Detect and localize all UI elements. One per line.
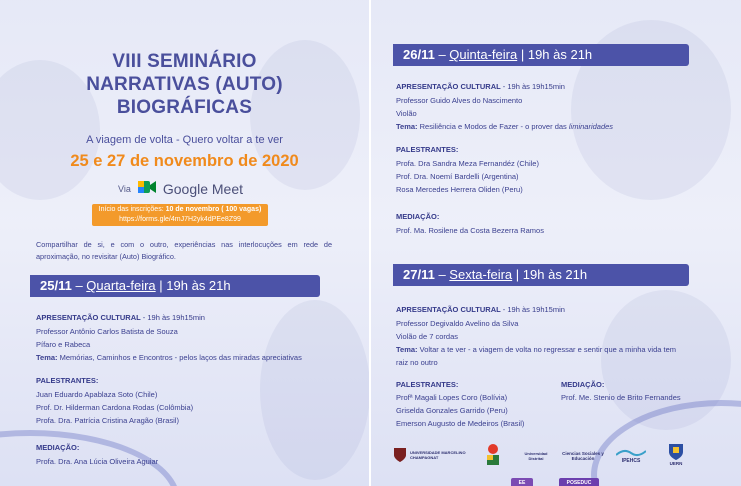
- day2-cultural-time: - 19h às 19h15min: [500, 82, 565, 91]
- day2-speaker: Prof. Dra. Noemí Bardelli (Argentina): [396, 172, 519, 181]
- via-label: Via: [118, 184, 131, 194]
- logo-ee: [511, 478, 533, 486]
- day3-theme-text: Voltar a te ver - a viagem de volta no regressar e sentir que a minha vida tem: [417, 345, 677, 354]
- event-title-line3: BIOGRÁFICAS: [116, 97, 253, 118]
- registration-link[interactable]: https://forms.gle/4mJ7H2yk4dPEe8Z99: [119, 216, 241, 223]
- logo-udistrital-text: Universidad Distrital: [524, 451, 548, 461]
- logo-umc: [393, 444, 473, 466]
- day1-speaker: Profa. Dra. Patrícia Cristina Aragão (Brasil): [36, 416, 179, 425]
- day3-speaker: Emerson Augusto de Medeiros (Brasil): [396, 419, 525, 428]
- day3-mediation-heading: MEDIAÇÃO:: [561, 380, 605, 389]
- day1-theme-label: Tema:: [36, 353, 58, 362]
- crest-icon: [668, 443, 684, 461]
- day1-date: 25/11: [40, 278, 72, 293]
- day2-theme-italic: liminaridades: [568, 122, 614, 131]
- right-panel: [371, 0, 741, 486]
- registration-box: [92, 204, 268, 226]
- day3-date: 27/11: [403, 267, 435, 282]
- logo-uern-text: UERN: [669, 461, 683, 466]
- day1-cultural-time: - 19h às 19h15min: [140, 313, 205, 322]
- day1-time: | 19h às 21h: [159, 278, 231, 293]
- day3-cultural-heading: [396, 305, 565, 314]
- day2-header: 26/11 – Quinta-feira | 19h às 21h: [393, 44, 689, 66]
- day3-cultural-label: APRESENTAÇÃO CULTURAL: [396, 305, 501, 314]
- day3-weekday: Sexta-feira: [449, 267, 513, 282]
- google-meet-icon: [137, 178, 157, 201]
- event-dates: 25 e 27 de novembro de 2020: [70, 152, 299, 170]
- logo-umc-text: UNIVERSIDADE MARCELINO CHAMPAGNAT: [410, 450, 466, 460]
- logo-udistrital: [521, 447, 551, 465]
- day2-performer: Professor Guido Alves do Nascimento: [396, 96, 523, 105]
- wave-icon: [616, 448, 646, 458]
- day1-performer: Professor Antônio Carlos Batista de Souza: [36, 327, 178, 336]
- logo-poseduc-text: POSEDUC: [566, 480, 592, 486]
- day1-instrument: Pífaro e Rabeca: [36, 340, 91, 349]
- day2-mediation-heading: MEDIAÇÃO:: [396, 212, 440, 221]
- logo-ciencias-text: Ciencias Sociales y Educación: [562, 451, 604, 461]
- day1-theme: [36, 353, 302, 362]
- day2-speaker: Profa. Dra Sandra Meza Fernandéz (Chile): [396, 159, 539, 168]
- day2-theme: [396, 122, 613, 131]
- day2-theme-text: Resiliência e Modos de Fazer - o prover das: [417, 122, 569, 131]
- shield-icon: [393, 447, 407, 463]
- day3-speaker: Profª Magali Lopes Coro (Bolívia): [396, 393, 508, 402]
- registration-prefix: Início das inscrições:: [98, 206, 166, 213]
- day1-header: 25/11 – Quarta-feira | 19h às 21h: [30, 275, 320, 297]
- day2-speakers-heading: PALESTRANTES:: [396, 145, 459, 154]
- day2-cultural-label: APRESENTAÇÃO CULTURAL: [396, 82, 501, 91]
- day1-speakers-heading: PALESTRANTES:: [36, 376, 99, 385]
- event-subtitle: A viagem de volta - Quero voltar a te ver: [86, 134, 283, 146]
- day3-cultural-time: - 19h às 19h15min: [500, 305, 565, 314]
- event-title-line1: VIII SEMINÁRIO: [112, 51, 257, 72]
- day2-theme-label: Tema:: [396, 122, 418, 131]
- logo-ee-text: EE: [518, 480, 526, 486]
- day3-performer: Professor Degivaldo Avelino da Silva: [396, 319, 519, 328]
- logo-uern: [661, 440, 691, 470]
- day3-instrument: Violão de 7 cordas: [396, 332, 458, 341]
- day3-mediator: Prof. Me. Stenio de Brito Fernandes: [561, 393, 681, 402]
- logo-ipehcs: [611, 444, 651, 468]
- emblem-icon: [484, 443, 502, 467]
- logo-poseduc: [559, 478, 599, 486]
- platform-row: [118, 179, 243, 199]
- day2-instrument: Violão: [396, 109, 417, 118]
- day3-theme: [396, 345, 676, 354]
- logo-ciencias: [561, 447, 605, 465]
- logo-emblem: [483, 442, 503, 468]
- day2-cultural-heading: [396, 82, 565, 91]
- logo-ipehcs-text: IPEHCS: [621, 458, 641, 464]
- registration-date: 10 de novembro ( 100 vagas): [165, 206, 262, 213]
- day1-cultural-heading: [36, 313, 205, 322]
- day3-header: 27/11 – Sexta-feira | 19h às 21h: [393, 264, 689, 286]
- left-panel: [0, 0, 369, 486]
- day3-theme-label: Tema:: [396, 345, 418, 354]
- day1-theme-text: Memórias, Caminhos e Encontros - pelos laços das miradas apreciativas: [57, 353, 302, 362]
- platform-name: Google Meet: [162, 181, 244, 197]
- photo-silhouette: [260, 300, 369, 480]
- day1-mediator: Profa. Dra. Ana Lúcia Oliveira Aguiar: [36, 457, 159, 466]
- day1-cultural-label: APRESENTAÇÃO CULTURAL: [36, 313, 141, 322]
- day3-time: | 19h às 21h: [515, 267, 588, 282]
- day1-speaker: Prof. Dr. Hilderman Cardona Rodas (Colômbia): [36, 403, 194, 412]
- day1-speaker: Juan Eduardo Apablaza Soto (Chile): [36, 390, 158, 399]
- intro-text: Compartilhar de si, e com o outro, experiências nas interlocuções em rede de aproximação, no revisitar (Auto) Biográfico.: [36, 240, 332, 261]
- day2-mediator: Prof. Ma. Rosilene da Costa Bezerra Ramos: [396, 226, 544, 235]
- day3-speaker: Griselda Gonzales Garrido (Peru): [396, 406, 508, 415]
- day3-speakers-heading: PALESTRANTES:: [396, 380, 459, 389]
- day1-mediation-heading: MEDIAÇÃO:: [36, 443, 80, 452]
- day2-speaker: Rosa Mercedes Herrera Oliden (Peru): [396, 185, 523, 194]
- event-title-line2: NARRATIVAS (AUTO): [86, 74, 283, 95]
- day1-weekday: Quarta-feira: [86, 278, 156, 293]
- day2-time: | 19h às 21h: [520, 47, 593, 62]
- day2-date: 26/11: [403, 47, 435, 62]
- day3-theme-cont: raiz no outro: [396, 358, 438, 367]
- day2-weekday: Quinta-feira: [449, 47, 518, 62]
